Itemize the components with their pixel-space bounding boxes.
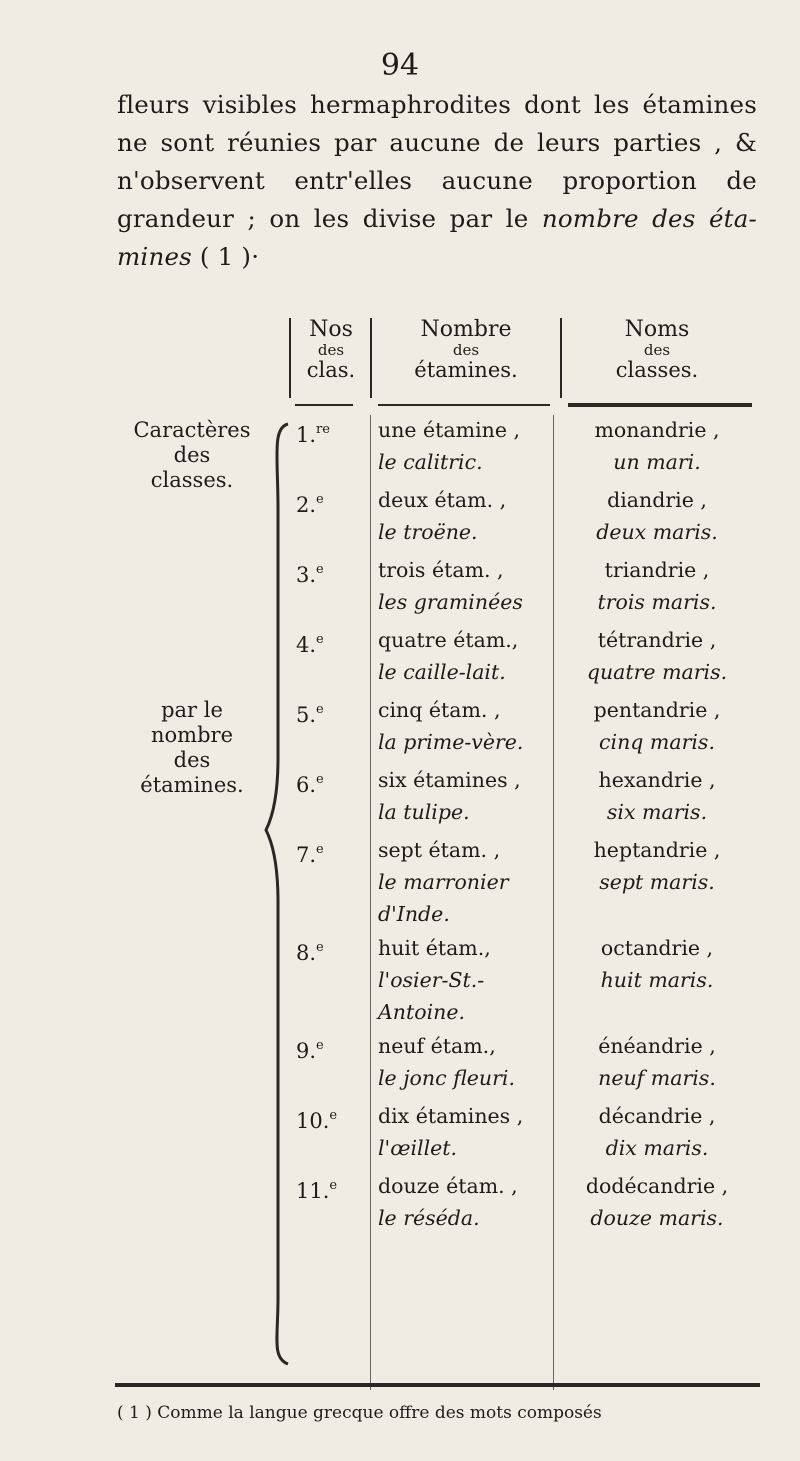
class-number: [296, 1034, 324, 1063]
class-meaning: neuf maris.: [598, 1066, 716, 1090]
class-name: dodécandrie ,: [585, 1174, 729, 1198]
stamen-count: deux étam. ,: [378, 488, 507, 512]
class-number: [296, 936, 324, 965]
underline-col3: [568, 403, 752, 407]
class-number-value: 4.: [296, 633, 317, 657]
class-number-value: 2.: [296, 493, 317, 517]
header-col3-line1: Noms: [624, 317, 690, 342]
class-number-value: 8.: [296, 941, 317, 965]
class-number-value: 3.: [296, 563, 317, 587]
class-number: [296, 1104, 337, 1133]
class-meaning: dix maris.: [605, 1136, 709, 1160]
example-plant: le réséda.: [378, 1206, 480, 1230]
class-number-suffix: e: [316, 562, 324, 577]
header-class-number: [292, 318, 370, 382]
class-number-value: 1.: [296, 423, 317, 447]
divider-body-right: [553, 415, 554, 1390]
class-name: tétrandrie ,: [597, 628, 717, 652]
underline-col1: [295, 404, 353, 406]
side-bottom-line3: des: [173, 748, 211, 772]
header-col1-line1: Nos: [309, 317, 353, 342]
intro-line-2: ne sont réunies par aucune de leurs parties , &: [117, 128, 757, 157]
example-plant: l'œillet.: [378, 1136, 458, 1160]
class-number-suffix: e: [316, 492, 324, 507]
intro-line-5: [117, 238, 757, 276]
class-meaning: six maris.: [606, 800, 708, 824]
intro-emphasis-2: mines: [117, 242, 192, 271]
example-plant: la prime-vère.: [378, 730, 524, 754]
stamen-count: dix étamines ,: [378, 1104, 524, 1128]
class-name: énéandrie ,: [598, 1034, 716, 1058]
class-number: [296, 698, 324, 727]
side-top-line3: classes.: [150, 468, 234, 492]
class-name: heptandrie ,: [593, 838, 721, 862]
side-top-line1: Caractères: [133, 418, 251, 442]
intro-paragraph: [117, 86, 757, 276]
class-number-value: 11.: [296, 1179, 330, 1203]
divider-header-left: [289, 318, 291, 398]
class-number-suffix: e: [329, 1108, 338, 1123]
example-plant: le marronier: [378, 870, 509, 894]
table-bottom-rule: [115, 1383, 760, 1387]
stamen-count: huit étam.,: [378, 936, 491, 960]
class-number-value: 10.: [296, 1109, 330, 1133]
header-col3-line2: des: [643, 341, 671, 359]
example-plant: le caille-lait.: [378, 660, 506, 684]
footnote-ref: ( 1 )·: [191, 242, 260, 271]
side-bottom-line4: étamines.: [140, 773, 244, 797]
intro-line-4: [117, 200, 757, 238]
class-number: [296, 838, 324, 867]
underline-col2: [378, 404, 550, 406]
intro-emphasis-1: nombre des éta-: [541, 204, 758, 233]
page-number: 94: [380, 48, 420, 83]
stamen-count: quatre étam.,: [378, 628, 519, 652]
class-number-suffix: e: [316, 632, 324, 647]
example-plant: le calitric.: [378, 450, 483, 474]
example-plant: le troëne.: [378, 520, 478, 544]
example-plant: l'osier-St.-: [378, 968, 485, 992]
header-col1-line3: clas.: [306, 358, 356, 382]
class-name: diandrie ,: [607, 488, 707, 512]
class-number-suffix: re: [316, 422, 330, 437]
class-number-suffix: e: [329, 1178, 338, 1193]
side-label-bottom: [112, 698, 272, 798]
class-number: [296, 628, 324, 657]
class-number-suffix: e: [316, 772, 324, 787]
class-number: [296, 558, 324, 587]
header-col2-line3: étamines.: [414, 358, 518, 382]
divider-header-right: [560, 318, 562, 398]
class-meaning: cinq maris.: [599, 730, 715, 754]
class-number-suffix: e: [316, 702, 324, 717]
stamen-count: douze étam. ,: [378, 1174, 518, 1198]
class-name: octandrie ,: [600, 936, 714, 960]
header-col2-line1: Nombre: [420, 317, 512, 342]
side-label-top: [112, 418, 272, 493]
class-meaning: douze maris.: [590, 1206, 724, 1230]
header-col3-line3: classes.: [615, 358, 699, 382]
side-top-line2: des: [173, 443, 211, 467]
header-stamen-count: [372, 318, 560, 382]
class-number-suffix: e: [316, 940, 324, 955]
curly-brace: [262, 418, 292, 1368]
footnote: ( 1 ) Comme la langue grecque offre des mots composés: [117, 1403, 602, 1423]
stamen-count: neuf étam.,: [378, 1034, 496, 1058]
class-name: pentandrie ,: [593, 698, 721, 722]
intro-line-4-text: grandeur ; on les divise par le: [117, 204, 542, 233]
class-meaning: sept maris.: [599, 870, 715, 894]
stamen-count: sept étam. ,: [378, 838, 501, 862]
example-plant: la tulipe.: [378, 800, 470, 824]
class-meaning: deux maris.: [596, 520, 718, 544]
class-name: décandrie ,: [598, 1104, 716, 1128]
header-class-names: [562, 318, 752, 382]
class-name: monandrie ,: [594, 418, 720, 442]
class-meaning: un mari.: [613, 450, 701, 474]
intro-line-1: fleurs visibles hermaphrodites dont les étamines: [117, 90, 757, 119]
stamen-count: cinq étam. ,: [378, 698, 501, 722]
side-bottom-line2: nombre: [151, 723, 233, 747]
class-number-value: 6.: [296, 773, 317, 797]
side-bottom-line1: par le: [161, 698, 223, 722]
example-plant: les graminées: [378, 590, 523, 614]
divider-body-mid: [370, 415, 371, 1390]
stamen-count: six étamines ,: [378, 768, 521, 792]
class-number: [296, 768, 324, 797]
header-col2-line2: des: [452, 341, 480, 359]
class-meaning: huit maris.: [600, 968, 714, 992]
header-col1-line2: des: [317, 341, 345, 359]
stamen-count: une étamine ,: [378, 418, 521, 442]
class-number: [296, 1174, 337, 1203]
class-number-value: 5.: [296, 703, 317, 727]
class-name: triandrie ,: [604, 558, 710, 582]
divider-header-mid: [370, 318, 372, 398]
example-plant: le jonc fleuri.: [378, 1066, 515, 1090]
example-plant-cont: Antoine.: [378, 1000, 465, 1024]
class-name: hexandrie ,: [598, 768, 716, 792]
class-number-suffix: e: [316, 1038, 324, 1053]
class-number: [296, 418, 330, 447]
class-number: [296, 488, 324, 517]
intro-line-3: n'observent entr'elles aucune proportion de: [117, 166, 757, 195]
class-number-value: 7.: [296, 843, 317, 867]
class-number-value: 9.: [296, 1039, 317, 1063]
class-meaning: quatre maris.: [586, 660, 728, 684]
class-number-suffix: e: [316, 842, 324, 857]
example-plant-cont: d'Inde.: [378, 902, 450, 926]
class-meaning: trois maris.: [597, 590, 717, 614]
stamen-count: trois étam. ,: [378, 558, 504, 582]
